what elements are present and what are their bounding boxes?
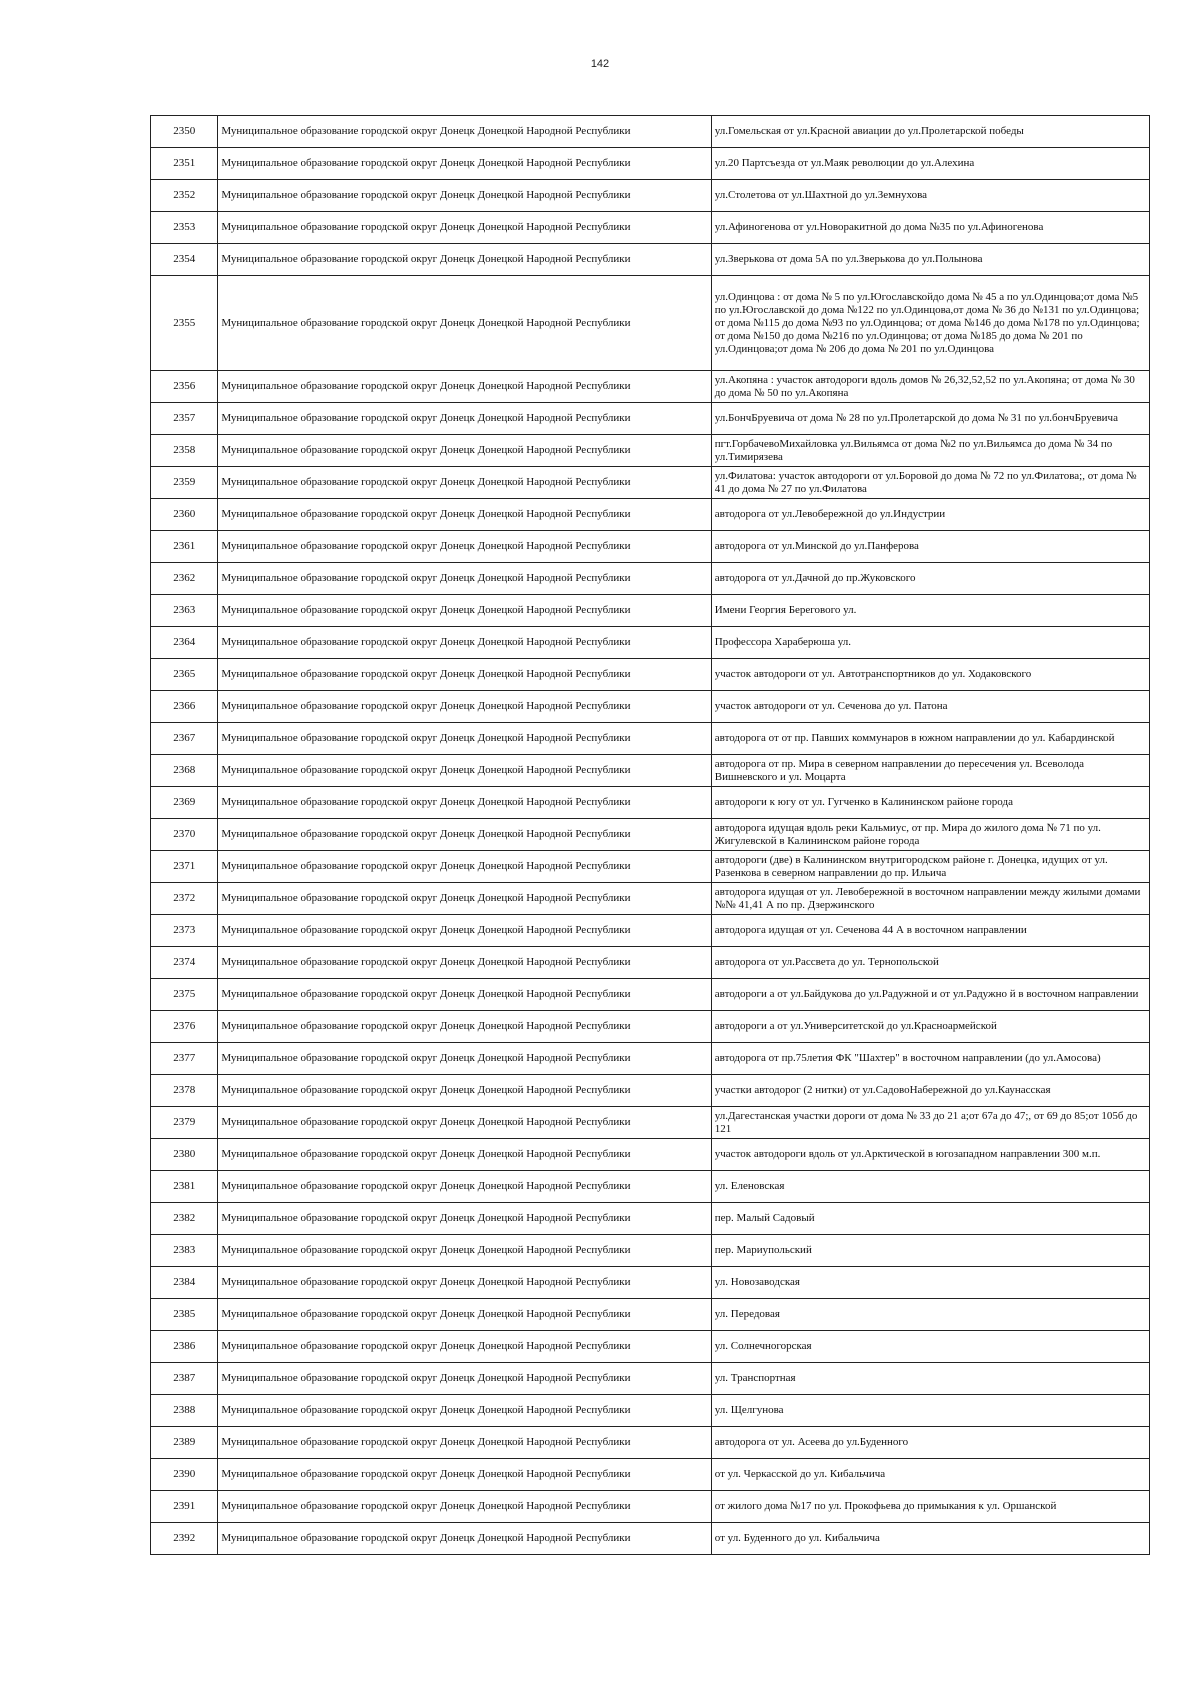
table-row: [151, 1043, 1150, 1075]
row-number-cell: 2377: [151, 1043, 218, 1075]
table-row: [151, 371, 1150, 403]
road-segment-cell: автодороги а от ул.Университетской до ул.Красноармейской: [711, 1011, 1149, 1043]
road-segment-cell: от ул. Буденного до ул. Кибальчича: [711, 1523, 1149, 1555]
road-segment-cell: автодорога идущая вдоль реки Кальмиус, от пр. Мира до жилого дома № 71 по ул. Жигулевской в Калининском районе города: [711, 819, 1149, 851]
table-row: [151, 595, 1150, 627]
table-row: [151, 1331, 1150, 1363]
municipality-cell: Муниципальное образование городской округ Донецк Донецкой Народной Республики: [218, 1299, 711, 1331]
table-row: [151, 1107, 1150, 1139]
municipality-cell: Муниципальное образование городской округ Донецк Донецкой Народной Республики: [218, 1235, 711, 1267]
row-number-cell: 2350: [151, 116, 218, 148]
table-row: [151, 276, 1150, 371]
municipality-cell: Муниципальное образование городской округ Донецк Донецкой Народной Республики: [218, 467, 711, 499]
municipality-cell: Муниципальное образование городской округ Донецк Донецкой Народной Республики: [218, 851, 711, 883]
municipality-cell: Муниципальное образование городской округ Донецк Донецкой Народной Республики: [218, 915, 711, 947]
row-number-cell: 2375: [151, 979, 218, 1011]
municipality-cell: Муниципальное образование городской округ Донецк Донецкой Народной Республики: [218, 1203, 711, 1235]
municipality-cell: Муниципальное образование городской округ Донецк Донецкой Народной Республики: [218, 244, 711, 276]
road-segment-cell: ул.Зверькова от дома 5А по ул.Зверькова до ул.Полынова: [711, 244, 1149, 276]
row-number-cell: 2390: [151, 1459, 218, 1491]
row-number-cell: 2358: [151, 435, 218, 467]
road-segment-cell: от ул. Черкасской до ул. Кибальчича: [711, 1459, 1149, 1491]
municipality-cell: Муниципальное образование городской округ Донецк Донецкой Народной Республики: [218, 691, 711, 723]
table-row: [151, 1523, 1150, 1555]
municipality-cell: Муниципальное образование городской округ Донецк Донецкой Народной Республики: [218, 1171, 711, 1203]
table-row: [151, 1203, 1150, 1235]
table-row: [151, 1267, 1150, 1299]
row-number-cell: 2382: [151, 1203, 218, 1235]
table-row: [151, 851, 1150, 883]
row-number-cell: 2380: [151, 1139, 218, 1171]
road-segment-cell: ул. Транспортная: [711, 1363, 1149, 1395]
row-number-cell: 2368: [151, 755, 218, 787]
table-row: [151, 1459, 1150, 1491]
table-row: [151, 499, 1150, 531]
road-segment-cell: Имени Георгия Берегового ул.: [711, 595, 1149, 627]
row-number-cell: 2372: [151, 883, 218, 915]
table-row: [151, 691, 1150, 723]
table-body: [151, 116, 1150, 1555]
road-segment-cell: автодороги (две) в Калининском внутригородском районе г. Донецка, идущих от ул. Разенкова в северном направлении до пр. Ильича: [711, 851, 1149, 883]
table-row: [151, 403, 1150, 435]
municipality-cell: Муниципальное образование городской округ Донецк Донецкой Народной Республики: [218, 1267, 711, 1299]
row-number-cell: 2360: [151, 499, 218, 531]
table-row: [151, 723, 1150, 755]
municipality-cell: Муниципальное образование городской округ Донецк Донецкой Народной Республики: [218, 1331, 711, 1363]
table-row: [151, 180, 1150, 212]
road-registry-table: [150, 115, 1150, 1555]
road-segment-cell: автодорога идущая от ул. Сеченова 44 А в восточном направлении: [711, 915, 1149, 947]
municipality-cell: Муниципальное образование городской округ Донецк Донецкой Народной Республики: [218, 435, 711, 467]
municipality-cell: Муниципальное образование городской округ Донецк Донецкой Народной Республики: [218, 1427, 711, 1459]
municipality-cell: Муниципальное образование городской округ Донецк Донецкой Народной Республики: [218, 883, 711, 915]
row-number-cell: 2392: [151, 1523, 218, 1555]
table-row: [151, 1139, 1150, 1171]
table-row: [151, 116, 1150, 148]
row-number-cell: 2354: [151, 244, 218, 276]
municipality-cell: Муниципальное образование городской округ Донецк Донецкой Народной Республики: [218, 1459, 711, 1491]
table-row: [151, 947, 1150, 979]
road-segment-cell: ул.Дагестанская участки дороги от дома № 33 до 21 а;от 67а до 47;, от 69 до 85;от 105б до 121: [711, 1107, 1149, 1139]
row-number-cell: 2385: [151, 1299, 218, 1331]
table-row: [151, 212, 1150, 244]
municipality-cell: Муниципальное образование городской округ Донецк Донецкой Народной Республики: [218, 1139, 711, 1171]
municipality-cell: Муниципальное образование городской округ Донецк Донецкой Народной Республики: [218, 723, 711, 755]
row-number-cell: 2359: [151, 467, 218, 499]
municipality-cell: Муниципальное образование городской округ Донецк Донецкой Народной Республики: [218, 1011, 711, 1043]
municipality-cell: Муниципальное образование городской округ Донецк Донецкой Народной Республики: [218, 787, 711, 819]
municipality-cell: Муниципальное образование городской округ Донецк Донецкой Народной Республики: [218, 1075, 711, 1107]
table-row: [151, 563, 1150, 595]
row-number-cell: 2391: [151, 1491, 218, 1523]
row-number-cell: 2361: [151, 531, 218, 563]
row-number-cell: 2387: [151, 1363, 218, 1395]
table-row: [151, 1075, 1150, 1107]
road-segment-cell: участки автодорог (2 нитки) от ул.СадовоНабережной до ул.Каунасская: [711, 1075, 1149, 1107]
row-number-cell: 2384: [151, 1267, 218, 1299]
table-row: [151, 244, 1150, 276]
row-number-cell: 2376: [151, 1011, 218, 1043]
row-number-cell: 2379: [151, 1107, 218, 1139]
road-segment-cell: ул.Одинцова : от дома № 5 по ул.Югославскойдо дома № 45 а по ул.Одинцова;от дома №5 по ул.Югославской до дома №122 по ул.Одинцова,от дома № 36 до №131 по ул.Одинцова; от дома №115 до дома №93 по ул.Одинцова; от дома №146 до дома №178 по ул.Одинцова; от дома №150 до дома №216 по ул.Одинцова; от дома №185 до дома № 201 по ул.Одинцова;от дома № 206 до дома № 201 по ул.Одинцова: [711, 276, 1149, 371]
row-number-cell: 2386: [151, 1331, 218, 1363]
row-number-cell: 2389: [151, 1427, 218, 1459]
municipality-cell: Муниципальное образование городской округ Донецк Донецкой Народной Республики: [218, 947, 711, 979]
municipality-cell: Муниципальное образование городской округ Донецк Донецкой Народной Республики: [218, 403, 711, 435]
road-segment-cell: автодорога от ул.Левобережной до ул.Индустрии: [711, 499, 1149, 531]
road-segment-cell: ул.20 Партсъезда от ул.Маяк революции до ул.Алехина: [711, 148, 1149, 180]
table-row: [151, 1171, 1150, 1203]
municipality-cell: Муниципальное образование городской округ Донецк Донецкой Народной Республики: [218, 116, 711, 148]
municipality-cell: Муниципальное образование городской округ Донецк Донецкой Народной Республики: [218, 499, 711, 531]
row-number-cell: 2366: [151, 691, 218, 723]
road-segment-cell: пгт.ГорбачевоМихайловка ул.Вильямса от дома №2 по ул.Вильямса до дома № 34 по ул.Тимирязева: [711, 435, 1149, 467]
municipality-cell: Муниципальное образование городской округ Донецк Донецкой Народной Республики: [218, 1523, 711, 1555]
table-row: [151, 467, 1150, 499]
road-segment-cell: ул.Афиногенова от ул.Новоракитной до дома №35 по ул.Афиногенова: [711, 212, 1149, 244]
road-segment-cell: пер. Мариупольский: [711, 1235, 1149, 1267]
municipality-cell: Муниципальное образование городской округ Донецк Донецкой Народной Республики: [218, 563, 711, 595]
row-number-cell: 2356: [151, 371, 218, 403]
municipality-cell: Муниципальное образование городской округ Донецк Донецкой Народной Республики: [218, 1363, 711, 1395]
road-segment-cell: ул.БончБруевича от дома № 28 по ул.Пролетарской до дома № 31 по ул.бончБруевича: [711, 403, 1149, 435]
road-segment-cell: ул. Солнечногорская: [711, 1331, 1149, 1363]
table-row: [151, 531, 1150, 563]
row-number-cell: 2352: [151, 180, 218, 212]
row-number-cell: 2365: [151, 659, 218, 691]
table-row: [151, 819, 1150, 851]
municipality-cell: Муниципальное образование городской округ Донецк Донецкой Народной Республики: [218, 819, 711, 851]
road-segment-cell: ул.Столетова от ул.Шахтной до ул.Земнухова: [711, 180, 1149, 212]
municipality-cell: Муниципальное образование городской округ Донецк Донецкой Народной Республики: [218, 595, 711, 627]
row-number-cell: 2388: [151, 1395, 218, 1427]
road-segment-cell: автодорога идущая от ул. Левобережной в восточном направлении между жилыми домами №№ 41,41 А по пр. Дзержинского: [711, 883, 1149, 915]
municipality-cell: Муниципальное образование городской округ Донецк Донецкой Народной Республики: [218, 1043, 711, 1075]
table-row: [151, 435, 1150, 467]
road-segment-cell: автодорога от от пр. Павших коммунаров в южном направлении до ул. Кабардинской: [711, 723, 1149, 755]
municipality-cell: Муниципальное образование городской округ Донецк Донецкой Народной Республики: [218, 371, 711, 403]
municipality-cell: Муниципальное образование городской округ Донецк Донецкой Народной Республики: [218, 1107, 711, 1139]
table-row: [151, 1299, 1150, 1331]
road-segment-cell: ул.Гомельская от ул.Красной авиации до ул.Пролетарской победы: [711, 116, 1149, 148]
table-row: [151, 787, 1150, 819]
municipality-cell: Муниципальное образование городской округ Донецк Донецкой Народной Республики: [218, 180, 711, 212]
table-row: [151, 1011, 1150, 1043]
row-number-cell: 2373: [151, 915, 218, 947]
road-segment-cell: Профессора Хараберюша ул.: [711, 627, 1149, 659]
road-segment-cell: автодорога от ул.Минской до ул.Панферова: [711, 531, 1149, 563]
road-segment-cell: автодорога от ул. Асеева до ул.Буденного: [711, 1427, 1149, 1459]
municipality-cell: Муниципальное образование городской округ Донецк Донецкой Народной Республики: [218, 212, 711, 244]
road-segment-cell: автодорога от ул.Дачной до пр.Жуковского: [711, 563, 1149, 595]
road-segment-cell: участок автодороги от ул. Автотранспортников до ул. Ходаковского: [711, 659, 1149, 691]
table-row: [151, 1235, 1150, 1267]
municipality-cell: Муниципальное образование городской округ Донецк Донецкой Народной Республики: [218, 276, 711, 371]
row-number-cell: 2363: [151, 595, 218, 627]
road-segment-cell: ул. Передовая: [711, 1299, 1149, 1331]
road-segment-cell: ул.Акопяна : участок автодороги вдоль домов № 26,32,52,52 по ул.Акопяна; от дома № 30 до дома № 50 по ул.Акопяна: [711, 371, 1149, 403]
row-number-cell: 2362: [151, 563, 218, 595]
row-number-cell: 2351: [151, 148, 218, 180]
road-segment-cell: автодороги а от ул.Байдукова до ул.Радужной и от ул.Радужно й в восточном направлении: [711, 979, 1149, 1011]
road-segment-cell: автодороги к югу от ул. Гугченко в Калининском районе города: [711, 787, 1149, 819]
road-segment-cell: участок автодороги вдоль от ул.Арктической в югозападном направлении 300 м.п.: [711, 1139, 1149, 1171]
row-number-cell: 2371: [151, 851, 218, 883]
row-number-cell: 2353: [151, 212, 218, 244]
table-row: [151, 148, 1150, 180]
municipality-cell: Муниципальное образование городской округ Донецк Донецкой Народной Республики: [218, 1491, 711, 1523]
road-segment-cell: от жилого дома №17 по ул. Прокофьева до примыкания к ул. Оршанской: [711, 1491, 1149, 1523]
table-row: [151, 979, 1150, 1011]
road-segment-cell: пер. Малый Садовый: [711, 1203, 1149, 1235]
row-number-cell: 2370: [151, 819, 218, 851]
table-row: [151, 755, 1150, 787]
row-number-cell: 2355: [151, 276, 218, 371]
table-row: [151, 1395, 1150, 1427]
table-row: [151, 915, 1150, 947]
municipality-cell: Муниципальное образование городской округ Донецк Донецкой Народной Республики: [218, 627, 711, 659]
table-row: [151, 627, 1150, 659]
municipality-cell: Муниципальное образование городской округ Донецк Донецкой Народной Республики: [218, 659, 711, 691]
road-segment-cell: ул.Филатова: участок автодороги от ул.Боровой до дома № 72 по ул.Филатова;, от дома № 41 до дома № 27 по ул.Филатова: [711, 467, 1149, 499]
municipality-cell: Муниципальное образование городской округ Донецк Донецкой Народной Республики: [218, 148, 711, 180]
row-number-cell: 2364: [151, 627, 218, 659]
road-segment-cell: участок автодороги от ул. Сеченова до ул. Патона: [711, 691, 1149, 723]
road-segment-cell: автодорога от пр. Мира в северном направлении до пересечения ул. Всеволода Вишневского и ул. Моцарта: [711, 755, 1149, 787]
row-number-cell: 2367: [151, 723, 218, 755]
table-row: [151, 883, 1150, 915]
row-number-cell: 2374: [151, 947, 218, 979]
road-segment-cell: ул. Щелгунова: [711, 1395, 1149, 1427]
road-segment-cell: автодорога от пр.75летия ФК "Шахтер" в восточном направлении (до ул.Амосова): [711, 1043, 1149, 1075]
row-number-cell: 2381: [151, 1171, 218, 1203]
table-row: [151, 1363, 1150, 1395]
row-number-cell: 2383: [151, 1235, 218, 1267]
road-segment-cell: автодорога от ул.Рассвета до ул. Тернопольской: [711, 947, 1149, 979]
municipality-cell: Муниципальное образование городской округ Донецк Донецкой Народной Республики: [218, 755, 711, 787]
table-row: [151, 1491, 1150, 1523]
road-segment-cell: ул. Еленовская: [711, 1171, 1149, 1203]
municipality-cell: Муниципальное образование городской округ Донецк Донецкой Народной Республики: [218, 531, 711, 563]
page-number: 142: [590, 58, 610, 70]
municipality-cell: Муниципальное образование городской округ Донецк Донецкой Народной Республики: [218, 1395, 711, 1427]
road-segment-cell: ул. Новозаводская: [711, 1267, 1149, 1299]
row-number-cell: 2378: [151, 1075, 218, 1107]
municipality-cell: Муниципальное образование городской округ Донецк Донецкой Народной Республики: [218, 979, 711, 1011]
row-number-cell: 2369: [151, 787, 218, 819]
table-row: [151, 659, 1150, 691]
row-number-cell: 2357: [151, 403, 218, 435]
table-row: [151, 1427, 1150, 1459]
